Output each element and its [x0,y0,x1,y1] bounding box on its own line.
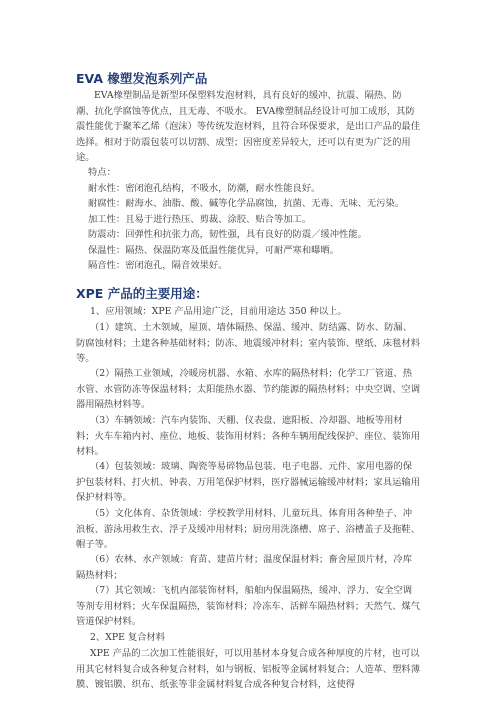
feature-shock-absorption: 防震动：回弹性和抗张力高，韧性强，具有良好的防震／缓冲性能。 [88,229,367,240]
feature-insulation: 保温性：隔热、保温防寒及低温性能优异，可耐严寒和曝晒。 [88,245,340,256]
usage-other: （7）其它领域：飞机内部装饰材料，船舶内保温隔热，缓冲、浮力、安全空调等剂专用材料；火车保温隔热，装饰材料；冷冻车、活鲜车隔热材料；天然气、煤气管道保护材料。 [76,585,420,628]
usage-construction: （1）建筑、土木领域，屋顶、墙体隔热、保温、缓冲、防结露、防水、防漏、防腐蚀材料；土建各种基础材料；防冻、地震缓冲材料；室内装饰、壁纸、床毯材料等。 [76,322,420,365]
usage-packaging: （4）包装领域：玻璃、陶瓷等易碎物品包装、电子电器、元件、家用电器的保护包装材料、打火机、钟表、万用笔保护材料，医疗器械运输缓冲材料；家具运输用保护材料等。 [76,461,420,504]
section-title-xpe: XPE 产品的主要用途： [76,286,208,301]
feature-corrosion-resistance: 耐腐性：耐海水、油脂、酸、碱等化学品腐蚀，抗菌、无毒、无味、无污染。 [88,198,405,209]
xpe-usage-intro: 1、应用领域：XPE 产品用途广泛，目前用途达 350 种以上。 [90,306,347,317]
feature-heading: 特点： [88,167,116,178]
usage-vehicles: （3）车辆领域：汽车内装饰、天棚、仪表盘、遮阳板、冷却器、地板等用材料；火车车箱内衬、座位、地板、装饰用材料；各种车辆用配线保护、座位、装饰用材料。 [76,415,420,458]
xpe-composite-paragraph: XPE 产品的二次加工性能很好，可以用基材本身复合成各种厚度的片材，也可以用其它材料复合成各种复合材料，如与钢板、铝板等金属材料复合；人造革、塑料薄膜、镀铝膜、织布、纸张等非金属材料复合成各种复合材料，这使得 [76,648,420,691]
eva-intro-paragraph: EVA橡塑制品是新型环保塑料发泡材料，具有良好的缓冲、抗震、隔热、防潮、抗化学腐蚀等优点，且无毒、不吸水。 EVA橡塑制品经设计可加工成形，其防震性能优于聚苯乙烯（泡沫）等传统发泡材料，且符合环保要求，是出口产品的最佳选择。相对于防震包装可以切割、成型；因密度差异较大，还可以有更为广泛的用途。 [76,90,420,164]
section-title-eva: EVA 橡塑发泡系列产品 [76,71,208,86]
xpe-composite-heading: 2、XPE 复合材料 [90,632,166,643]
feature-sound-insulation: 隔音性：密闭泡孔，隔音效果好。 [88,260,228,271]
usage-culture-sports: （5）文化体育、杂货领域：学校教学用材料、儿童玩具、体育用各种垫子、冲浪板、游泳用救生衣、浮子及缓冲用材料；厨房用洗涤槽、席子、浴槽盖子及拖鞋、帽子等。 [76,508,420,551]
feature-water-resistance: 耐水性：密闭泡孔结构，不吸水，防潮，耐水性能良好。 [88,183,321,194]
usage-thermal-industry: （2）隔热工业领域，冷暖房机器、水箱、水库的隔热材料；化学工厂管道、热水管、水管防冻等保温材料；太阳能热水器、节约能源的隔热材料；中央空调、空调器用隔热材料等。 [76,368,420,411]
feature-processability: 加工性：且易于进行热压、剪裁、涂胶、贴合等加工。 [88,214,312,225]
usage-agriculture: （6）农林、水产领域：育苗、建苗片材；温度保温材料；畜舍屋顶片材，冷库隔热材料； [76,554,413,581]
